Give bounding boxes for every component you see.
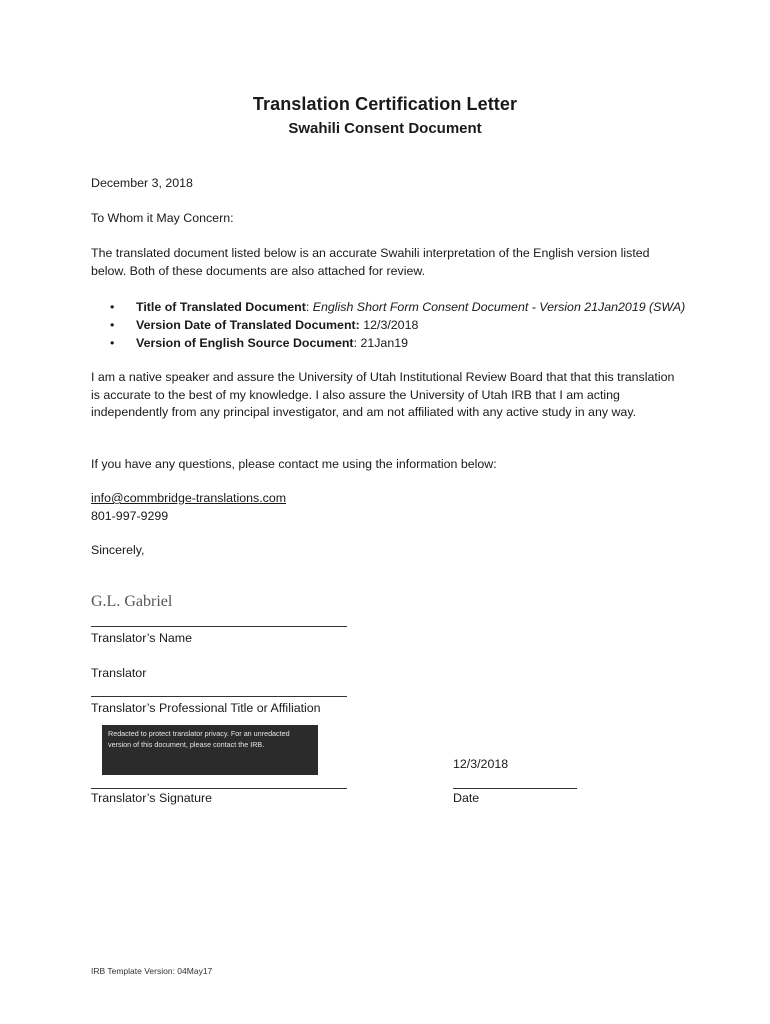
name-label: Translator’s Name [91, 631, 192, 645]
intro-paragraph: The translated document listed below is an accurate Swahili interpretation of the English version listed below. Both of these documents are also attached for review. [91, 246, 650, 278]
template-version-footer: IRB Template Version: 04May17 [91, 966, 213, 976]
contact-prompt: If you have any questions, please contact me using the information below: [91, 457, 497, 471]
assurance-paragraph: I am a native speaker and assure the University of Utah Institutional Review Board that that this translation is accurate to the best of my knowledge. I also assure the University of Utah IRB that I am acting independently from any principal investigator, and am not affiliated with any active study in any way. [91, 370, 675, 419]
closing: Sincerely, [91, 543, 145, 557]
date-label: Date [453, 791, 480, 805]
list-item: • Title of Translated Document: English Short Form Consent Document - Version 21Jan2019 (SWA) [110, 298, 685, 316]
date-value: 12/3/2018 [453, 757, 509, 771]
email-link[interactable]: info@commbridge-translations.com [91, 491, 287, 505]
name-signature-line [91, 626, 347, 627]
redaction-box: Redacted to protect translator privacy. For an unredacted version of this document, please contact the IRB. [102, 725, 318, 775]
bullet-label: Title of Translated Document [136, 300, 306, 314]
phone-number: 801-997-9299 [91, 509, 169, 523]
translator-name-value: G.L. Gabriel [91, 593, 173, 610]
bullet-icon: • [110, 336, 115, 351]
signature-line [91, 788, 347, 789]
bullet-value: 12/3/2018 [363, 318, 419, 333]
document-subtitle: Swahili Consent Document [288, 120, 482, 137]
list-item: • Version of English Source Document: 21Jan19 [110, 334, 685, 352]
bullet-value: 21Jan19 [360, 336, 408, 351]
date-line [453, 788, 577, 789]
title-signature-line [91, 696, 347, 697]
bullet-value: English Short Form Consent Document - Version 21Jan2019 (SWA) [312, 300, 686, 314]
signature-label: Translator’s Signature [91, 791, 212, 805]
list-item [110, 316, 685, 334]
bullet-icon: • [110, 300, 115, 314]
bullet-label: Version of English Source Document [136, 336, 354, 351]
letter-date: December 3, 2018 [91, 176, 193, 190]
salutation: To Whom it May Concern: [91, 211, 234, 225]
bullet-icon: • [110, 318, 115, 333]
title-label: Translator’s Professional Title or Affiliation [91, 701, 321, 715]
document-details-list [110, 298, 685, 353]
title-value: Translator [91, 666, 147, 680]
document-title: Translation Certification Letter [252, 94, 518, 114]
bullet-label: Version Date of Translated Document: [136, 318, 360, 333]
